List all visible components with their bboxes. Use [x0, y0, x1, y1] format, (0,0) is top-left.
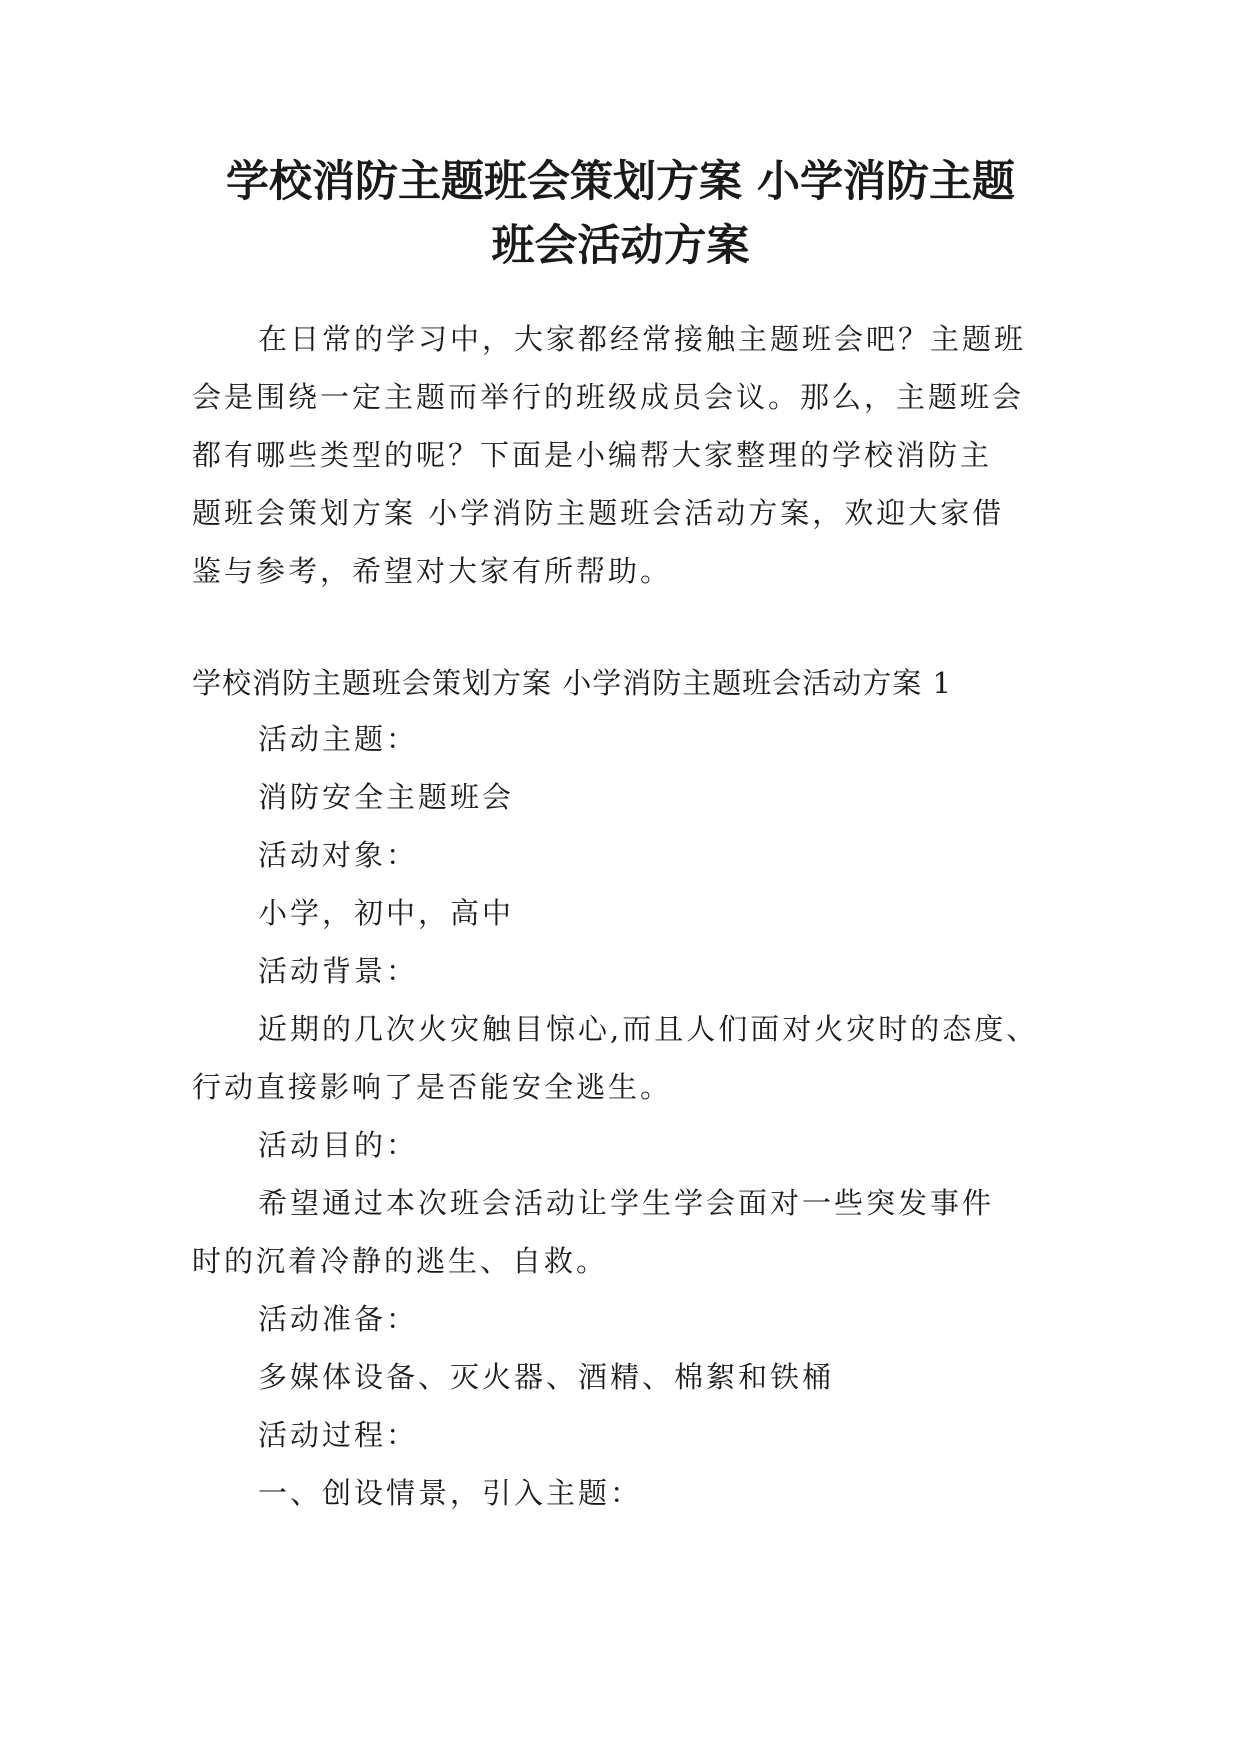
- body-line: 活动主题：: [258, 722, 419, 756]
- intro-line-4: 题班会策划方案 小学消防主题班会活动方案，欢迎大家借: [192, 496, 1005, 530]
- body-line: 近期的几次火灾触目惊心,而且人们面对火灾时的态度、: [258, 1012, 1039, 1046]
- body-line: 一、创设情景，引入主题：: [258, 1476, 643, 1510]
- body-line: 多媒体设备、灭火器、酒精、棉絮和铁桶: [258, 1360, 835, 1394]
- title-line-2: 班会活动方案: [491, 221, 750, 271]
- document-title: [150, 150, 1091, 278]
- intro-line-1: 在日常的学习中，大家都经常接触主题班会吧？主题班: [258, 322, 1027, 356]
- body-line: 活动目的：: [258, 1128, 419, 1162]
- section-heading: 学校消防主题班会策划方案 小学消防主题班会活动方案 1: [192, 666, 952, 700]
- intro-line-3: 都有哪些类型的呢？下面是小编帮大家整理的学校消防主: [192, 438, 993, 472]
- intro-line-2: 会是围绕一定主题而举行的班级成员会议。那么，主题班会: [192, 380, 1025, 414]
- body-line: 小学，初中，高中: [258, 896, 515, 930]
- body-line: 活动过程：: [258, 1418, 419, 1452]
- body-line: 活动准备：: [258, 1302, 419, 1336]
- body-line: 活动对象：: [258, 838, 419, 872]
- intro-line-5: 鉴与参考，希望对大家有所帮助。: [192, 554, 673, 588]
- title-line-1: 学校消防主题班会策划方案 小学消防主题: [226, 157, 1015, 207]
- body-line: 时的沉着冷静的逃生、自救。: [192, 1244, 609, 1278]
- body-line: 消防安全主题班会: [258, 780, 515, 814]
- body-line: 活动背景：: [258, 954, 419, 988]
- body-line: 希望通过本次班会活动让学生学会面对一些突发事件: [258, 1186, 995, 1220]
- body-line: 行动直接影响了是否能安全逃生。: [192, 1070, 673, 1104]
